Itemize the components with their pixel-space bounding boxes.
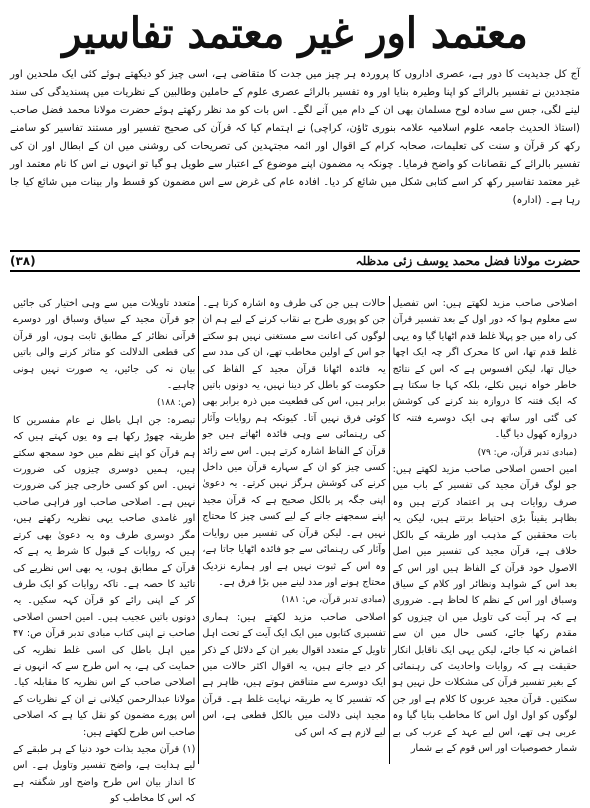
- body-columns: [10, 296, 580, 805]
- paragraph: اصلاحی صاحب مزید لکھتے ہیں: اس تفصیل سے معلوم ہوا کہ دور اول کے بعد تفسیر قرآن کی راہ میں جو پہلا غلط قدم اٹھایا گیا وہ یہی غلط قدم تھا، اس کا محرک اگر چہ ایک اچھا خیال تھا، لیکن افسوس ہے کہ اس کے نتائج خاطر خواہ نہیں نکلے، بلکہ کہا جا سکتا ہے کہ ایک فتنہ کا دروازہ بند کرنے کی کوشش کی گئی اور ساتھ ہی ایک دوسرے فتنہ کا دروازہ کھول دیا گیا۔: [392, 298, 577, 441]
- intro-paragraph: [10, 66, 580, 248]
- column-left: [10, 296, 198, 805]
- paragraph: تبصرہ: جن اہل باطل نے عام مفسرین کا طریقہ چھوڑ رکھا ہے وہ یوں کہتے ہیں کہ ہم قرآن کو اپنے نظم میں خود سمجھ سکتے ہیں، ہمیں دوسری چیزوں کی ضرورت نہیں۔ اس کو کسی خارجی چیز کی ضرورت نہیں ہے۔ اصلاحی صاحب اور فراہی صاحب اور غامدی صاحب یہی نظریہ رکھتے ہیں، مگر دوسری طرف وہ یہ دعویٰ بھی کرتے ہیں کہ روایات کے قبول کا شرط یہ ہے کہ قرآن کے مطابق ہوں، یہ بھی اس نظریے کی تائید کا حصہ ہے۔ تاکہ روایات کو ایک طرف کر کے اپنی رائے کو قرآن کہہ سکیں۔ یہ دونوں باتیں عجیب ہیں۔ امین احسن اصلاحی صاحب نے اپنی کتاب مبادی تدبر قرآن ص: ۴۷ میں اہل باطل کی اسی غلط نظریہ کی حمایت کی ہے، یہ اس طرح سے کہ انہوں نے اصلاحی صاحب کے اس نظریہ کا مقابلہ کیا۔ مولانا عبدالرحمن کیلانی نے ان کے نظریات کے اس پورے مضمون کو نقل کیا ہے کہ اصلاحی صاحب اس طرح لکھتے ہیں:: [13, 414, 196, 738]
- paragraph: حالات ہیں جن کی طرف وہ اشارہ کرتا ہے۔ جن کو پوری طرح بے نقاب کرنے کے لیے ہم ان لوگوں کی اعانت سے مستغنی نہیں ہو سکتے جو اس کے اولین مخاطب تھے، ان کی مدد سے یہ فائدہ اٹھانا قرآن مجید کے الفاظ کی حکومت کو باطل کر دینا نہیں، یہ دونوں باتیں برابر ہیں، اس کی قطعیت میں ذرہ برابر بھی کوئی فرق نہیں آتا۔ کیونکہ ہم روایات وآثار کی رہنمائی سے وہی فائدہ اٹھاتے ہیں جو قرآن کے الفاظ اشارہ کرتے ہیں۔ اس سے زائد کسی چیز کو ان کے سہارے قرآن میں داخل کرنے کی کوشش ہرگز نہیں کرتے۔ یہ دعویٰ اپنی جگہ پر بالکل صحیح ہے کہ قرآن مجید اپنے سمجھنے جانے کے لیے کسی چیز کا محتاج نہیں ہے۔ لیکن قرآن کی تفسیر میں روایات وآثار کی رہنمائی سے جو فائدہ اٹھایا جاتا ہے، وہ اس کے ثبوت نہیں ہے اور ہمارے نزدیک محتاج ہونے اور مدد لینے میں بڑا فرق ہے۔: [202, 298, 386, 588]
- article-title-text: معتمد اور غیر معتمد تفاسیر: [62, 8, 528, 59]
- citation: (مبادی تدبر قرآن، ص: ۱۸۱): [281, 595, 386, 606]
- intro-text: آج کل جدیدیت کا دور ہے، عصری اداروں کا پروردہ ہر چیز میں جدت کا متقاضی ہے، اسی چیز کو دیکھتے ہوئے کئی ایک ملحدین اور متجددین نے تفسیر بالرائے کو اپنا وطیرہ بنایا اور وہ تفسیر بالرائے عصری علوم کے حاملین وطالبین کے نظریات میں پسندیدگی کی سند لینے لگی، جس سے سادہ لوح مسلمان بھی ان کے دام میں آنے لگے۔ اس بات کو مد نظر رکھتے ہوئے حضرت مولانا محمد فضل صاحب (استاذ الحدیث جامعہ علوم اسلامیہ علامہ بنوری ٹاؤن، کراچی) نے اہتمام کیا کہ قرآن کی صحیح تفسیر اور مستند تفاسیر کو سامنے رکھ کر قرآن و سنت کی تعلیمات، صحابہ کرام کے اقوال اور ائمہ مجتہدین کی تصریحات کی روشنی میں ان کے ابطال اور ان کی تفسیر بالرائے کے نقصانات کو واضح فرمایا۔ چونکہ یہ مضمون اپنے موضوع کے اعتبار سے طویل ہو گیا تو انہوں نے اس کا نام معتمد اور غیر معتمد تفاسیر رکھ کر اسے کتابی شکل میں شائع کر دیا۔ افادہ عام کی غرض سے اس مضمون کو قسط وار بینات میں شائع کیا جا رہا ہے۔ (ادارہ): [10, 69, 580, 206]
- paragraph: امین احسن اصلاحی صاحب مزید لکھتے ہیں: جو لوگ قرآن مجید کی تفسیر کے باب میں صرف روایات ہی پر اعتماد کرتے ہیں وہ بظاہر یقیناً بڑی احتیاط برتتے ہیں، لیکن یہ بات محققین کے مذہب اور طریقہ کے بالکل خلاف ہے، قرآن مجید کی تفسیر میں اصل الاصول خود قرآن کے الفاظ ہیں اور اس کے بعد اس کے شواہد ونظائر اور کلام کے سیاق وسباق اور اس کے نظم کا لحاظ ہے۔ ضروری ہے کہ ہر آیت کی تاویل میں ان چیزوں کو مقدم رکھا جائے، کسی حال میں ان سے اغماض نہ کیا جائے، لیکن یہی ایک ناقابل انکار حقیقت ہے کہ روایات واحادیث کی رہنمائی کے بغیر تفسیر قرآن کی مشکلات حل نہیں ہو سکتیں۔ قرآن مجید عربوں کا کلام ہے اور جن لوگوں کو اول اول اس کا مخاطب بنایا گیا وہ عربی ہی تھے، اس لیے عہد کے عرب کی بے شمار خصوصیات اور اس قوم کے بے شمار: [392, 464, 577, 754]
- citation: (ص: ۱۸۸): [157, 398, 196, 409]
- citation: (مبادی تدبر قرآن، ص: ۷۹): [477, 447, 577, 458]
- byline-bar: [10, 250, 580, 272]
- paragraph: اصلاحی صاحب مزید لکھتے ہیں: ہماری تفسیری کتابوں میں ایک ایک آیت کے تحت اہل تاویل کے متعدد اقوال بغیر ان کے دلائل کے ذکر کر دیے جاتے ہیں، یہ اقوال اکثر حالات میں ایک دوسرے سے متناقض ہوتے ہیں، ظاہر ہے کہ تفسیر کا یہ طریقہ نہایت غلط ہے۔ قرآن مجید اپنی دلالت میں بالکل قطعی ہے، اس لیے لازم ہے کہ اس کی: [202, 611, 386, 738]
- column-middle: [199, 296, 388, 764]
- paragraph: (۱) قرآن مجید بذات خود دنیا کے ہر طبقے کے لیے ہدایت ہے، واضح تفسیر وتاویل ہے۔ اس کا انداز بیان اس طرح واضح اور شگفتہ ہے کہ اس کا مخاطب کو: [13, 743, 196, 805]
- column-right: [390, 296, 580, 764]
- page-number: (۳۸): [10, 254, 36, 268]
- paragraph: متعدد تاویلات میں سے وہی اختیار کی جائیں جو قرآن مجید کے سیاق وسباق اور دوسرے قرآنی نظائر کے مطابق ثابت ہوں، اور قرآن کی قطعی الدلالت کو متاثر کرنے والی باتیں بیان نہ کی جائیں، یہ صورت نہیں ہونی چاہیے۔: [13, 298, 196, 392]
- author-name: حضرت مولانا فضل محمد یوسف زئی مدظلہ: [355, 254, 580, 268]
- article-title: [10, 0, 580, 64]
